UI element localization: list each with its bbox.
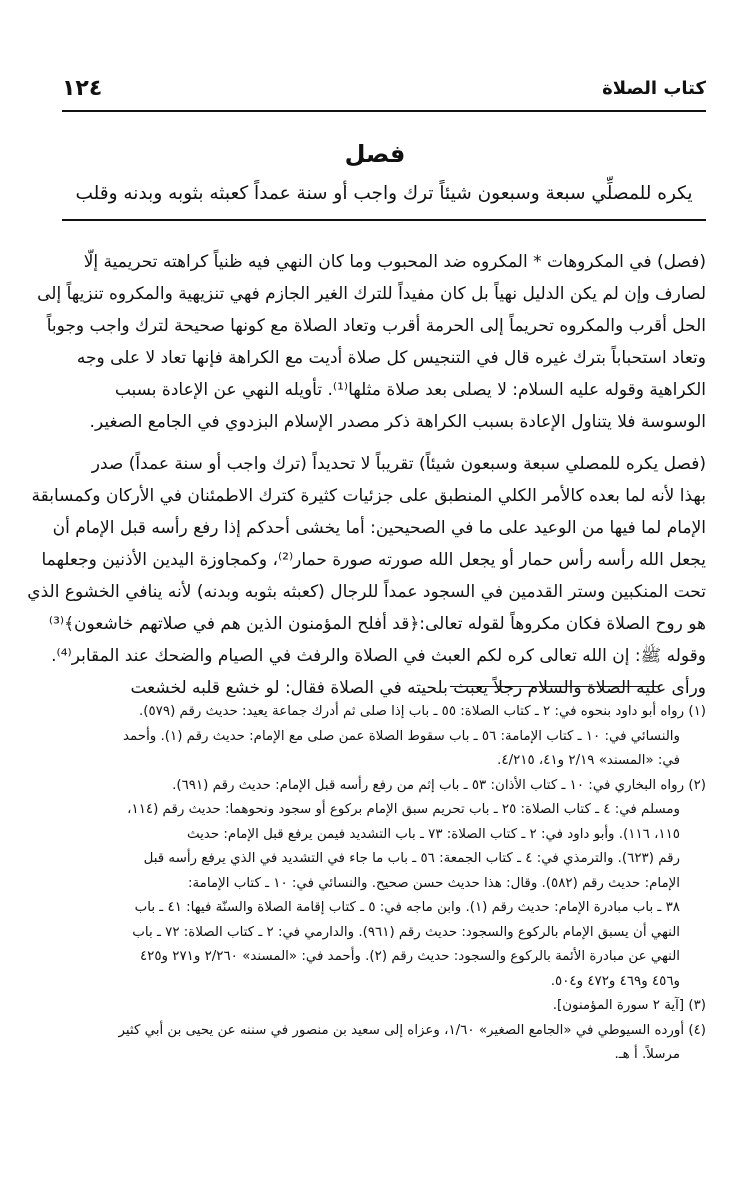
footnote-line: (٣) [آية ٢ سورة المؤمنون]. (552, 998, 706, 1013)
section-heading: فصل (344, 140, 406, 168)
footnote-line: (٤) أورده السيوطي في «الجامع الصغير» ١/٦٠، وعزاه إلى سعيد بن منصور في سننه عن يحيى بن أبي كثير (118, 1022, 706, 1038)
matn-text: يكره للمصلِّي سبعة وسبعون شيئاً ترك واجب أو سنة عمداً كعبثه بثوبه وبدنه وقلب (75, 183, 693, 204)
matn-divider (62, 219, 706, 221)
footnote-line: النهي أن يسبق الإمام بالركوع والسجود: حديث رقم (٩٦١). والدارمي في: ٢ ـ كتاب الصلاة: ٧٢ ـ باب (132, 924, 680, 940)
footnote-line: و٤٥٦ و٤٦٩ و٤٧٢ و٥٠٤. (550, 973, 680, 989)
body-line: وتعاد استحباباً بترك غيره قال في التنجيس كل صلاة أديت مع الكراهة فإنها تعاد لا على وجه (76, 348, 706, 368)
footnote-line: النهي عن مبادرة الأئمة بالركوع والسجود: حديث رقم (٢). وأحمد في: «المسند» ٢/٢٦٠ و٢٧١ و٤٢٥ (139, 949, 680, 964)
body-line: ورأى عليه الصلاة والسلام رجلاً يعبث بلحيته في الصلاة فقال: لو خشع قلبه لخشعت (130, 678, 706, 698)
body-line: الإمام لما فيها من الوعيد على ما في الصحيحين: أما يخشى أحدكم إذا رفع رأسه قبل الإمام أن (52, 518, 706, 538)
running-title: كتاب الصلاة (602, 78, 706, 99)
footnote-line: ومسلم في: ٤ ـ كتاب الصلاة: ٢٥ ـ باب تحريم سبق الإمام بركوع أو سجود ونحوهما: حديث رقم (١١٤، (127, 802, 680, 817)
body-line: الكراهية وقوله عليه السلام: لا يصلى بعد صلاة مثلها⁽¹⁾. تأويله النهي عن الإعادة بسبب (114, 380, 706, 400)
footnote-line: ٣٨ ـ باب مبادرة الإمام: حديث رقم (١). وابن ماجه في: ٥ ـ كتاب إقامة الصلاة والسنّة فيها: ٤١ ـ باب (134, 900, 680, 915)
body-line: الحل أقرب والمكروه تحريماً إلى الحرمة أقرب وتعاد الصلاة مع كونها صحيحة لترك واجب وجوباً (46, 316, 706, 336)
footnote-line: (٢) رواه البخاري في: ١٠ ـ كتاب الأذان: ٥٣ ـ باب إثم من رفع رأسه قبل الإمام: حديث رقم (٦٩١). (172, 777, 706, 793)
body-line: يجعل الله رأسه رأس حمار أو يجعل الله صورته صورة حمار⁽²⁾، وكمجاوزة اليدين الأذنين وجعلهما (41, 550, 706, 570)
footnote-line: ١١٥، ١١٦). وأبو داود في: ٢ ـ كتاب الصلاة: ٧٣ ـ باب التشديد فيمن يرفع قبل الإمام: حديث (186, 826, 680, 842)
body-line: تحت المنكبين وستر القدمين في السجود عمداً للرجال (كعبثه بثوبه وبدنه) لأنه ينافي الخشوع الذي (27, 582, 706, 602)
page-number: ١٢٤ (62, 76, 103, 101)
footnote-line: الإمام: حديث رقم (٥٨٢). وقال: هذا حديث حسن صحيح. والنسائي في: ١٠ ـ كتاب الإمامة: (187, 875, 680, 891)
footnote-line: رقم (٦٢٣). والترمذي في: ٤ ـ كتاب الجمعة: ٥٦ ـ باب ما جاء في التشديد في الذي يرفع رأسه قبل (143, 851, 680, 866)
commentary-body (27, 246, 706, 704)
footnote-line: في: «المسند» ٢/١٩ و٤١، ٤/٢١٥. (497, 753, 680, 768)
body-line: هو روح الصلاة فكان مكروهاً لقوله تعالى:﴿قد أفلح المؤمنون الذين هم في صلاتهم خاشعون﴾⁽³⁾ (48, 614, 706, 634)
body-line: بهذا لأنه لما بعده كالأمر الكلي المنطبق على جزئيات كثيرة كترك الاطمئنان في الأركان وكمسابقة (31, 486, 706, 506)
body-line: وقوله ﷺ: إن الله تعالى كره لكم العبث في الصلاة والرفث في الصيام والضحك عند المقابر⁽⁴⁾. (51, 646, 706, 666)
footnote-line: مرسلاً. أ هـ. (614, 1047, 680, 1062)
body-line: لصارف وإن لم يكن الدليل نهياً بل كان مفيداً للترك الغير الجازم فهي تنزيهية والمكروه تنزيهاً إلى (37, 284, 706, 304)
body-line: (فصل يكره للمصلي سبعة وسبعون شيئاً) تقريباً لا تحديداً (ترك واجب أو سنة عمداً) صدر (91, 454, 706, 474)
footnote-divider (450, 686, 660, 687)
running-header (62, 76, 706, 112)
footnote-line: والنسائي في: ١٠ ـ كتاب الإمامة: ٥٦ ـ باب سقوط الصلاة عمن صلى مع الإمام: حديث رقم (١). وأحمد (123, 728, 680, 744)
body-line: (فصل) في المكروهات * المكروه ضد المحبوب وما كان النهي فيه ظنياً كراهته تحريمية إلّا (83, 252, 706, 272)
body-line: الوسوسة فلا يتناول الإعادة بسبب الكراهة ذكر مصدر الإسلام البزدوي في الجامع الصغير. (89, 412, 706, 432)
footnote-line: (١) رواه أبو داود بنحوه في: ٢ ـ كتاب الصلاة: ٥٥ ـ باب إذا صلى ثم أدرك جماعة يعيد: حديث رقم (٥٧٩). (139, 704, 706, 719)
footnotes (52, 700, 706, 1068)
